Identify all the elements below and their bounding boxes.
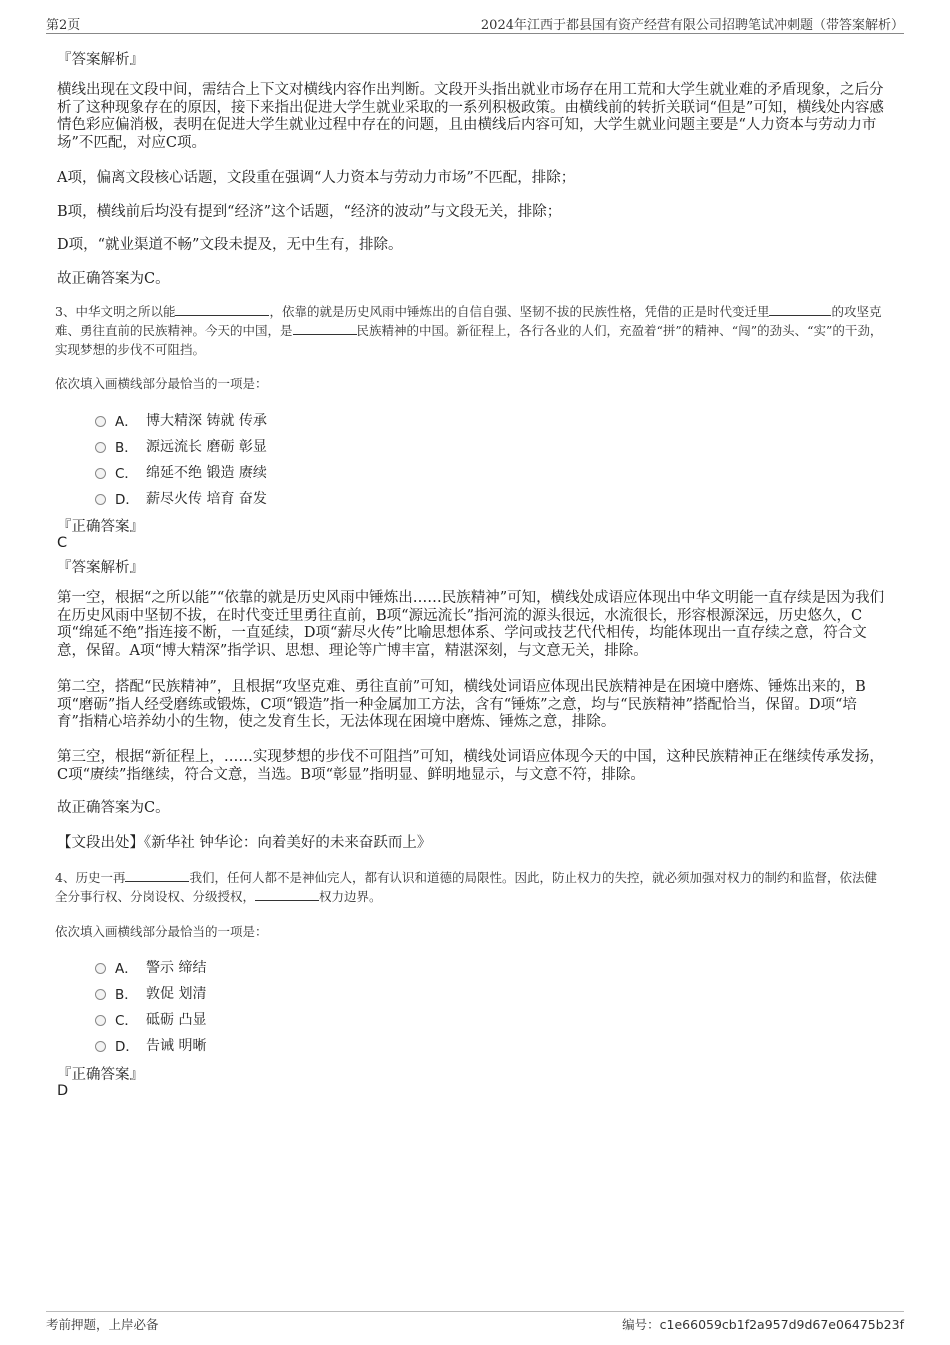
- correct-answer: C: [57, 535, 68, 551]
- analysis-option-d: D项，“就业渠道不畅”文段未提及，无中生有，排除。: [57, 237, 403, 253]
- radio-button[interactable]: [95, 442, 106, 453]
- blank-1[interactable]: [175, 303, 269, 316]
- header-divider: [46, 33, 904, 34]
- radio-button[interactable]: [95, 494, 106, 505]
- correct-answer-tag: 『正确答案』: [57, 519, 144, 535]
- radio-button[interactable]: [95, 468, 106, 479]
- document-title: 2024年江西于都县国有资产经营有限公司招聘笔试冲刺题（带答案解析）: [480, 18, 904, 33]
- source-citation: 【文段出处】《新华社 钟华论：向着美好的未来奋跃而上》: [57, 835, 432, 851]
- question-4-prompt: 依次填入画横线部分最恰当的一项是：: [55, 924, 268, 939]
- question-4-stem: 4、历史一再 我们，任何人都不是神仙完人，都有认识和道德的局限性。因此，防止权力的失控，就必须加强对权力的制约和监督，依法健全分事行权、分岗设权、分级授权， 权力边界。: [55, 870, 877, 904]
- correct-answer-tag: 『正确答案』: [57, 1067, 144, 1083]
- radio-button[interactable]: [95, 416, 106, 427]
- blank-1[interactable]: [125, 869, 189, 882]
- radio-button[interactable]: [95, 1015, 106, 1026]
- footer-divider: [46, 1311, 904, 1312]
- radio-button[interactable]: [95, 963, 106, 974]
- blank-2[interactable]: [769, 303, 831, 316]
- document-code: 编号：c1e66059cb1f2a957d9d67e06475b23f: [622, 1317, 904, 1332]
- analysis-conclusion: 故正确答案为C。: [57, 271, 170, 287]
- correct-answer: D: [57, 1083, 69, 1099]
- answer-analysis-tag: 『答案解析』: [57, 52, 144, 68]
- blank-3[interactable]: [293, 322, 357, 335]
- footer-slogan: 考前押题，上岸必备: [46, 1317, 159, 1332]
- page-number: 第2页: [46, 18, 81, 33]
- question-3-stem: 3、中华文明之所以能 ，依靠的就是历史风雨中锤炼出的自信自强、坚韧不拔的民族性格，凭借的正是时代变迁里 的攻坚克难、勇往直前的民族精神。今天的中国，是 民族精神的中国。新征程上，各行各业的人们，充盈着“拼”的精神、“闯”的劲头、“实”的干劲，实现梦想的步伐不可阻挡。: [55, 304, 883, 357]
- blank-2[interactable]: [255, 888, 319, 901]
- analysis-conclusion: 故正确答案为C。: [57, 800, 170, 816]
- analysis-option-a: A项，偏离文段核心话题，文段重在强调“人力资本与劳动力市场”不匹配，排除；: [57, 170, 576, 186]
- analysis-paragraph-2: 第二空，搭配“民族精神”，且根据“攻坚克难、勇往直前”可知，横线处词语应体现出民族精神是在困境中磨炼、锤炼出来的，B项“磨砺”指人经受磨练或锻炼，C项“锻造”指一种金属加工方法，含有“锤炼”之意，均与“民族精神”搭配恰当，保留。D项“培育”指精心培养幼小的生物，使之发育生长，无法体现在困境中磨炼、锤炼之意，排除。: [57, 679, 866, 730]
- answer-analysis-tag: 『答案解析』: [57, 560, 144, 576]
- radio-button[interactable]: [95, 1041, 106, 1052]
- analysis-paragraph-3: 第三空，根据“新征程上，……实现梦想的步伐不可阻挡”可知，横线处词语应体现今天的中国，这种民族精神正在继续传承发扬，C项“赓续”指继续，符合文意，当选。B项“彰显”指明显、鲜明地显示，与文意不符，排除。: [57, 749, 884, 783]
- radio-button[interactable]: [95, 989, 106, 1000]
- analysis-option-b: B项，横线前后均没有提到“经济”这个话题，“经济的波动”与文段无关，排除；: [57, 204, 562, 220]
- question-3-prompt: 依次填入画横线部分最恰当的一项是：: [55, 376, 268, 391]
- analysis-paragraph: 横线出现在文段中间，需结合上下文对横线内容作出判断。文段开头指出就业市场存在用工荒和大学生就业难的矛盾现象，之后分析了这种现象存在的原因，接下来指出促进大学生就业采取的一系列积极政策。由横线前的转折关联词“但是”可知，横线处内容感情色彩应偏消极，表明在促进大学生就业过程中存在的问题，且由横线后内容可知，大学生就业问题主要是“人力资本与劳动力市场”不匹配，对应C项。: [57, 82, 884, 151]
- analysis-paragraph-1: 第一空，根据“之所以能”“依靠的就是历史风雨中锤炼出……民族精神”可知，横线处成语应体现出中华文明能一直存续是因为我们在历史风雨中坚韧不拔，在时代变迁里勇往直前，B项“源远流长”指河流的源头很远，水流很长，形容根源深远，历史悠久，C项“绵延不绝”指连接不断，一直延续，D项“薪尽火传”比喻思想体系、学问或技艺代代相传，均能体现出一直存续之意，符合文意，保留。A项“博大精深”指学识、思想、理论等广博丰富，精湛深刻，与文意无关，排除。: [57, 590, 885, 659]
